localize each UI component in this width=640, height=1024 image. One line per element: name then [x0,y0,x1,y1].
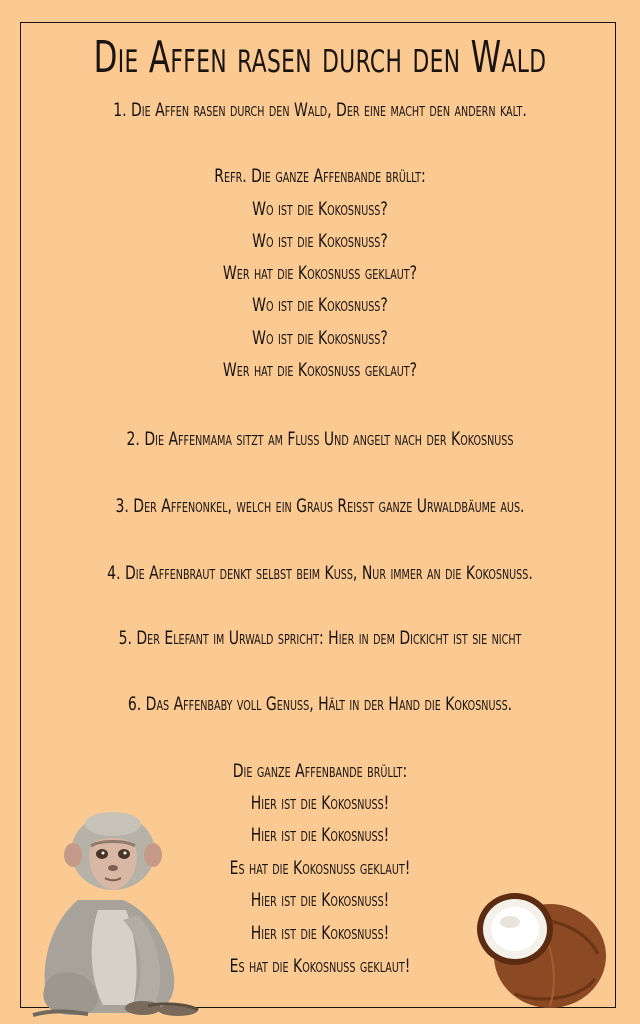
finale-line: Es hat die Kokosnuss geklaut! [229,857,411,879]
coconut-illustration [470,884,610,1012]
verse-6: 6. Das Affenbaby voll Genuss, Hält in der Hand die Kokosnuss. [127,693,513,715]
verse-3: 3. Der Affenonkel, welch ein Graus Reißt ganze Urwaldbäume aus. [115,495,525,517]
finale-line: Hier ist die Kokosnuss! [250,922,390,944]
refrain-line: Wer hat die Kokosnuss geklaut? [222,262,418,284]
finale-line: Es hat die Kokosnuss geklaut! [229,955,411,977]
refrain-line: Wo ist die Kokosnuss? [252,327,388,349]
finale-line: Hier ist die Kokosnuss! [250,792,390,814]
refrain-line: Wer hat die Kokosnuss geklaut? [222,359,418,381]
monkey-illustration [28,810,218,1020]
verse-1: 1. Die Affen rasen durch den Wald, Der eine macht den andern kalt. [113,99,527,121]
finale-intro: Die ganze Affenbande brüllt: [232,760,408,782]
verse-4: 4. Die Affenbraut denkt selbst beim Kuss, Nur immer an die Kokosnuss. [107,562,533,584]
refrain-line: Wo ist die Kokosnuss? [252,230,388,252]
finale-line: Hier ist die Kokosnuss! [250,824,390,846]
refrain-intro: Refr. Die ganze Affenbande brüllt: [214,165,426,187]
refrain-line: Wo ist die Kokosnuss? [252,294,388,316]
song-title: Die Affen rasen durch den Wald [93,32,547,83]
refrain-line: Wo ist die Kokosnuss? [252,198,388,220]
verse-2: 2. Die Affenmama sitzt am Fluss Und angelt nach der Kokosnuss [126,428,514,450]
verse-5: 5. Der Elefant im Urwald spricht: Hier in dem Dickicht ist sie nicht [118,627,522,649]
finale-line: Hier ist die Kokosnuss! [250,889,390,911]
